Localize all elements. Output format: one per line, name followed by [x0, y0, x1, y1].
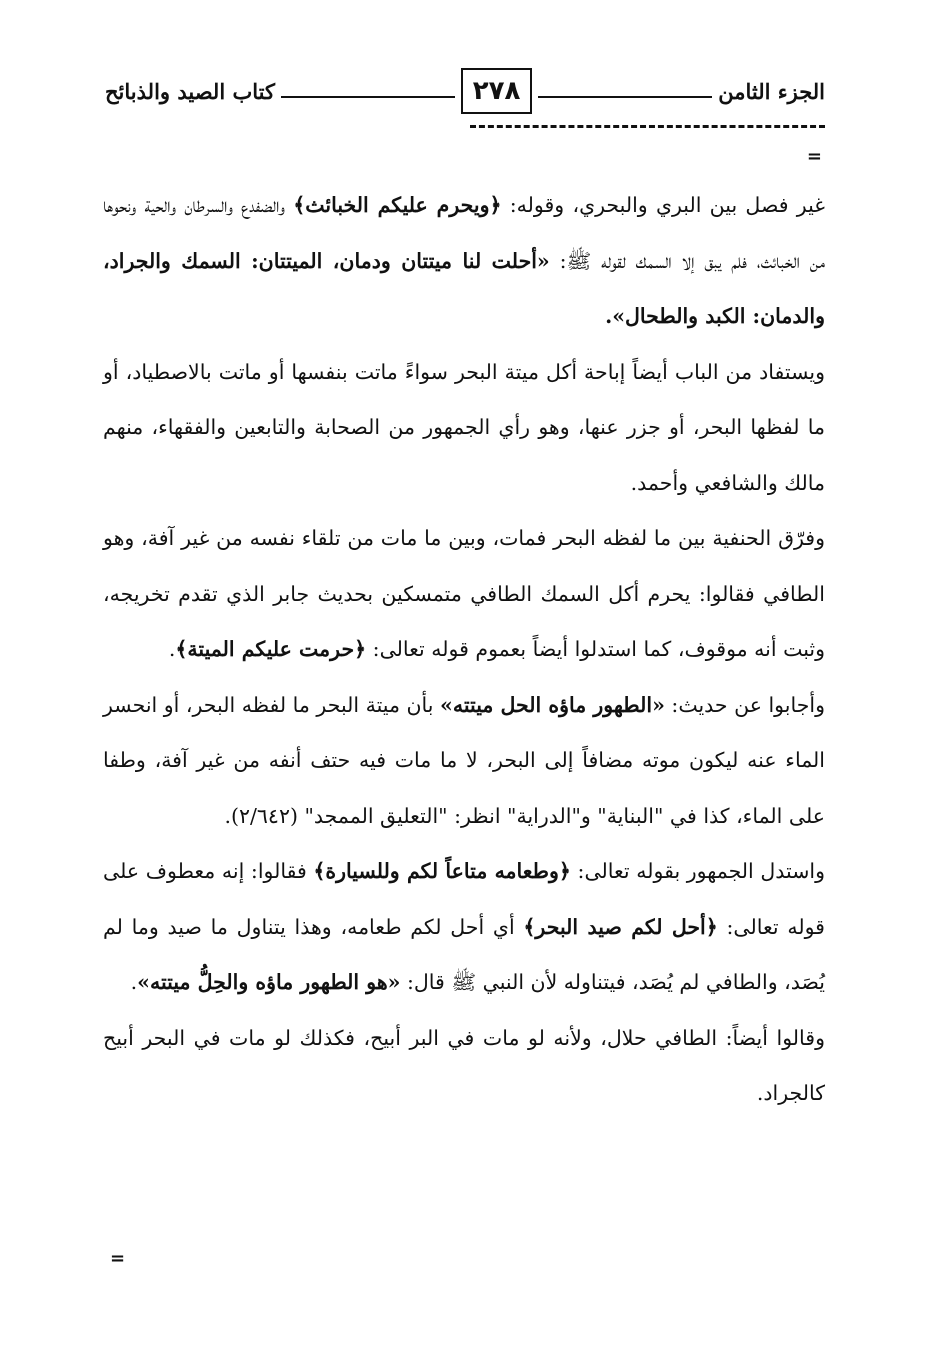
header-rule-left: [281, 96, 455, 98]
quran-quote: ﴿ويحرم عليكم الخبائث﴾: [293, 193, 502, 217]
header-rule-right: [538, 96, 712, 98]
text-run: وقالوا أيضاً: الطافي حلال، ولأنه لو مات في البر أبيح، فكذلك لو مات في البحر أبيح كالجراد.: [103, 1025, 825, 1105]
page-number: ٢٧٨: [461, 68, 533, 114]
quran-quote: ﴿وطعامه متاعاً لكم وللسيارة﴾: [313, 859, 571, 883]
text-run: وفرّق الحنفية بين ما لفظه البحر فمات، وبين ما مات من تلقاء نفسه من غير آفة، وهو الطافي فقالوا: يحرم أكل السمك الطافي متمسكين بحديث جابر الذي تقدم تخريجه، وثبت أنه موقوف، كما استدلوا أيضاً بعموم قوله تعالى:: [103, 526, 825, 661]
page-body: [103, 178, 825, 1122]
paragraph-2: [103, 345, 825, 512]
hadith-quote: «أحلت لنا ميتتان ودمان، الميتتان: السمك والجراد، والدمان: الكبد والطحال».: [103, 248, 825, 328]
quran-quote: ﴿أحل لكم صيد البحر﴾: [523, 914, 718, 939]
text-run: .: [130, 970, 138, 994]
chapter-title: كتاب الصيد والذبائح: [105, 78, 275, 104]
volume-title: الجزء الثامن: [718, 78, 825, 104]
page-header: [105, 68, 825, 114]
paragraph-3: [103, 511, 825, 678]
paragraph-5: [103, 844, 825, 1011]
text-run: غير فصل بين البري والبحري، وقوله:: [501, 193, 826, 217]
paragraph-1: [103, 178, 825, 345]
text-run: فقالوا: إنه معطوف على قوله تعالى:: [103, 859, 825, 939]
text-run: أي أحل لكم طعامه، وهذا يتناول ما صيد وما لم يُصَد، والطافي لم يُصَد، فيتناوله لأن النبي ﷺ قال:: [103, 914, 825, 994]
text-run: بأن ميتة البحر ما لفظه البحر، أو انحسر الماء عنه ليكون موته مضافاً إلى البحر، لا ما مات فيه حتف أنفه من غير آفة، وطفا على الماء، كذا في "البناية" و"الدراية" انظر: "التعليق الممجد" (٢/٦٤٢).: [103, 692, 825, 828]
text-run: .: [168, 637, 176, 661]
text-run: ويستفاد من الباب أيضاً إباحة أكل ميتة البحر سواءً ماتت بنفسها أو ماتت بالاصطياد، أو ما لفظها البحر، أو جزر عنها، وهو رأي الجمهور من الصحابة والتابعين والفقهاء، منهم مالك والشافعي وأحمد.: [103, 359, 825, 495]
paragraph-6: [103, 1011, 825, 1122]
footnote-divider: [470, 125, 825, 128]
section-mark-bottom: =: [110, 1248, 126, 1269]
text-run: والضفدع والسرطان والحية ونحوها من الخبائث، فلم يبق إلا السمك لقوله ﷺ:: [103, 193, 825, 273]
hadith-quote: «الطهور ماؤه الحل ميتته»: [440, 692, 665, 717]
text-run: وأجابوا عن حديث:: [664, 692, 825, 717]
quran-quote: ﴿حرمت عليكم الميتة﴾: [175, 637, 367, 661]
paragraph-4: [103, 678, 825, 845]
hadith-quote: «هو الطهور ماؤه والحِلُّ ميتته»: [137, 970, 401, 994]
text-run: واستدل الجمهور بقوله تعالى:: [570, 859, 825, 883]
section-mark-top: =: [806, 146, 822, 167]
